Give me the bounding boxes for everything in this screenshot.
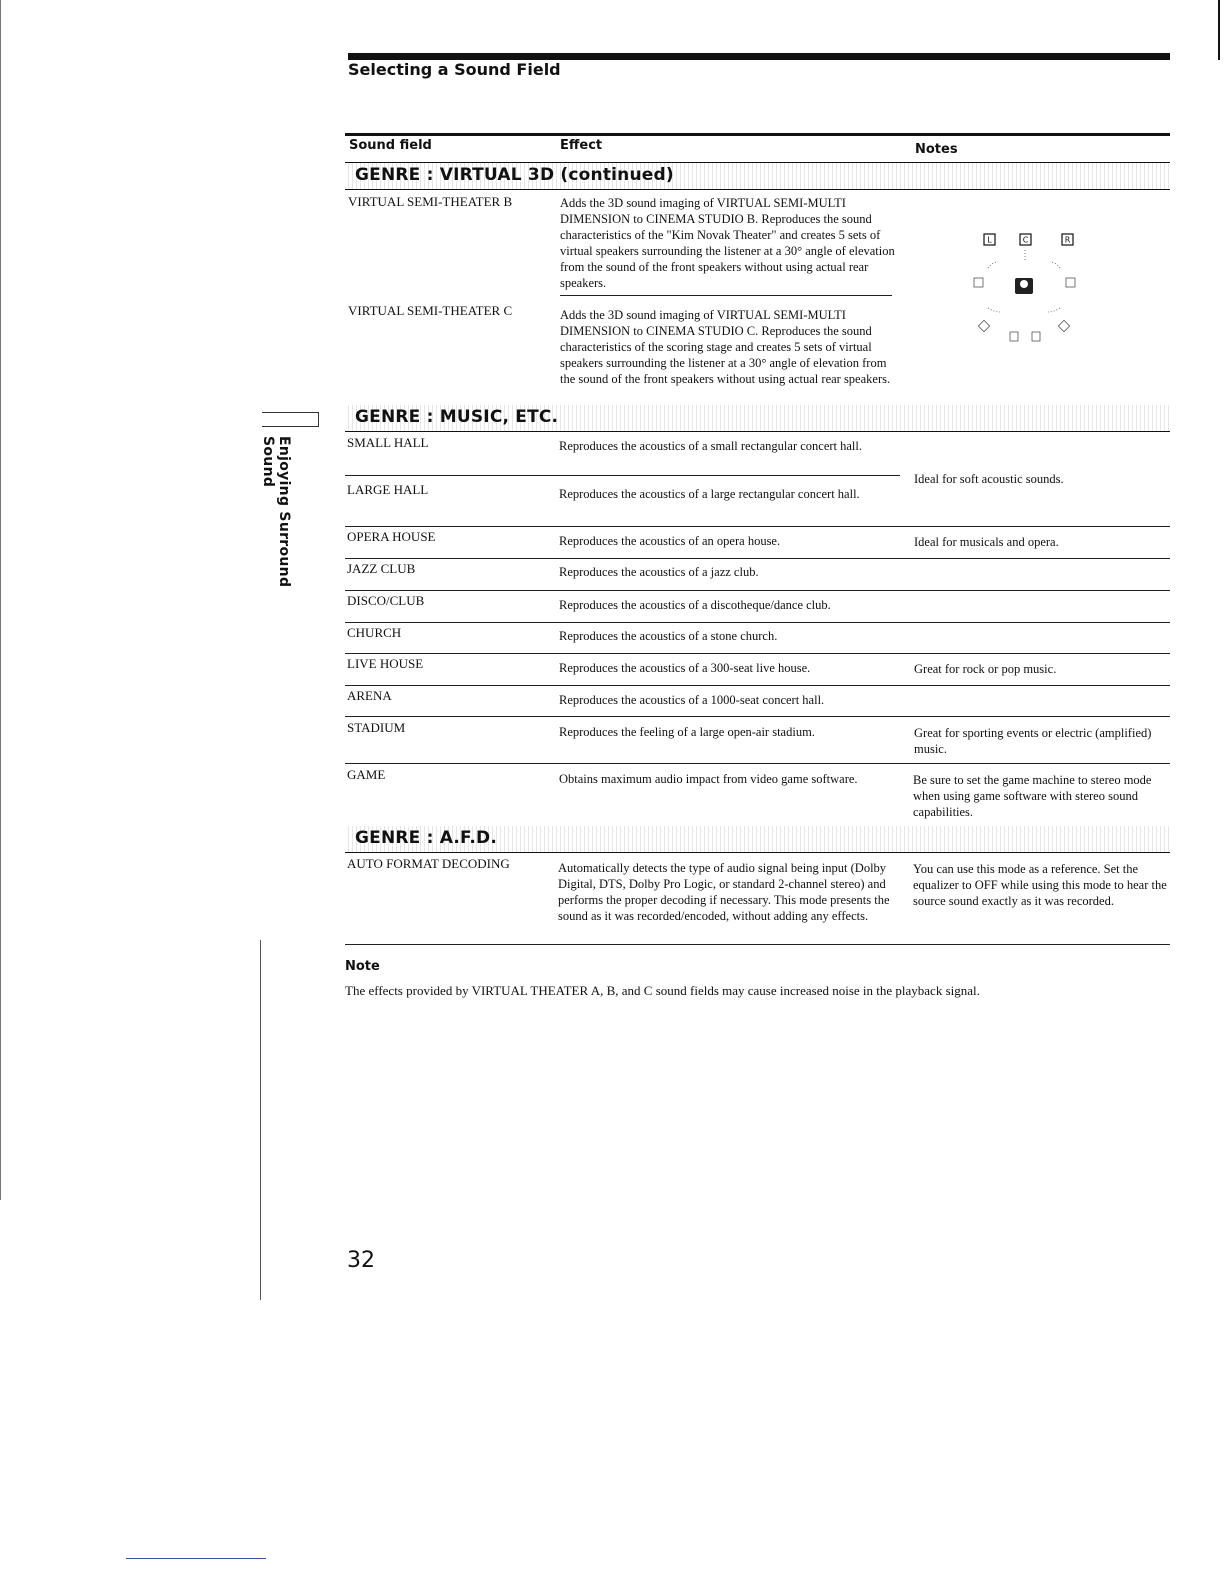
genre-bar-virtual-3d <box>345 163 1170 190</box>
speaker-label-right: R <box>1064 235 1071 245</box>
row-divider <box>345 763 1170 764</box>
note-text: The effects provided by VIRTUAL THEATER A, B, and C sound fields may cause increased noise in the playback signal. <box>345 983 980 998</box>
row-effect-disco-club: Reproduces the acoustics of a discotheque/dance club. <box>559 598 831 612</box>
row-notes-small-hall: Ideal for soft acoustic sounds. <box>914 472 1064 486</box>
row-name-large-hall: LARGE HALL <box>347 482 429 497</box>
row-name-virtual-semi-theater-c: VIRTUAL SEMI-THEATER C <box>348 303 513 318</box>
row-notes-stadium: Great for sporting events or electric (amplified) music. <box>914 726 1152 756</box>
bottom-scan-line <box>126 1558 266 1559</box>
genre-bar-music-etc <box>345 405 1170 432</box>
header-rule <box>348 53 1170 60</box>
genre-label: GENRE : VIRTUAL 3D (continued) <box>355 165 674 185</box>
row-notes-live-house: Great for rock or pop music. <box>914 662 1057 676</box>
speaker-label-center: C <box>1022 235 1029 245</box>
genre-label: GENRE : A.F.D. <box>355 828 498 848</box>
row-effect-opera-house: Reproduces the acoustics of an opera house. <box>559 534 781 548</box>
row-divider <box>345 653 1170 654</box>
row-notes-game: Be sure to set the game machine to stereo mode when using game software with stereo sound capabilities. <box>913 773 1152 819</box>
row-effect-live-house: Reproduces the acoustics of a 300-seat live house. <box>559 661 811 675</box>
row-name-small-hall: SMALL HALL <box>347 435 429 450</box>
note-heading: Note <box>345 959 380 974</box>
margin-line <box>260 940 261 1300</box>
genre-label: GENRE : MUSIC, ETC. <box>355 407 559 427</box>
row-effect-virtual-semi-theater-b: Adds the 3D sound imaging of VIRTUAL SEMI-MULTI DIMENSION to CINEMA STUDIO B. Reproduces the sound characteristics of the "Kim Novak Theater" and creates 5 sets of virtual speakers surrounding the listener at a 30° angle of elevation from the sound of the front speakers without using actual rear speakers. <box>560 196 895 290</box>
row-effect-small-hall: Reproduces the acoustics of a small rectangular concert hall. <box>559 439 863 453</box>
row-divider <box>345 475 900 476</box>
row-name-opera-house: OPERA HOUSE <box>347 529 436 544</box>
row-notes-opera-house: Ideal for musicals and opera. <box>914 535 1059 549</box>
row-name-auto-format-decoding: AUTO FORMAT DECODING <box>347 856 510 871</box>
row-notes-auto-format-decoding: You can use this mode as a reference. Set the equalizer to OFF while using this mode to hear the source sound exactly as it was recorded. <box>913 862 1167 908</box>
row-divider <box>345 526 1170 527</box>
header-sound-field: Sound field <box>349 138 432 153</box>
row-name-virtual-semi-theater-b: VIRTUAL SEMI-THEATER B <box>348 194 513 209</box>
row-name-church: CHURCH <box>347 625 402 640</box>
row-name-arena: ARENA <box>347 688 392 703</box>
row-effect-auto-format-decoding: Automatically detects the type of audio signal being input (Dolby Digital, DTS, Dolby Pro Logic, or standard 2-channel stereo) and performs the proper decoding if necessary. This mode presents the sound as it was recorded/encoded, without adding any effects. <box>558 861 890 923</box>
row-name-live-house: LIVE HOUSE <box>347 656 424 671</box>
row-effect-stadium: Reproduces the feeling of a large open-air stadium. <box>559 725 815 739</box>
scan-edge-line <box>0 0 1 1200</box>
row-effect-virtual-semi-theater-c: Adds the 3D sound imaging of VIRTUAL SEMI-MULTI DIMENSION to CINEMA STUDIO C. Reproduces the sound characteristics of the scoring stage and creates 5 sets of virtual speakers surrounding the listener at a 30° angle of elevation from the sound of the front speakers without using actual rear speakers. <box>560 308 891 386</box>
row-divider <box>345 685 1170 686</box>
row-name-jazz-club: JAZZ CLUB <box>347 561 416 576</box>
row-name-stadium: STADIUM <box>347 720 406 735</box>
row-divider <box>345 558 1170 559</box>
row-effect-jazz-club: Reproduces the acoustics of a jazz club. <box>559 565 759 579</box>
row-divider <box>345 590 1170 591</box>
row-effect-arena: Reproduces the acoustics of a 1000-seat concert hall. <box>559 693 825 707</box>
row-effect-church: Reproduces the acoustics of a stone church. <box>559 629 778 643</box>
header-effect: Effect <box>560 138 603 153</box>
scan-edge-mark <box>1218 0 1220 60</box>
speaker-label-left: L <box>987 235 992 245</box>
row-divider <box>345 716 1170 717</box>
speaker-layout-icon <box>968 228 1080 348</box>
section-heading: Selecting a Sound Field <box>348 60 561 79</box>
table-top-rule <box>345 133 1170 136</box>
page-number: 32 <box>347 1248 375 1273</box>
genre-bar-afd <box>345 826 1170 853</box>
side-tab-label: Enjoying Surround Sound <box>260 436 292 588</box>
row-name-disco-club: DISCO/CLUB <box>347 593 425 608</box>
row-name-game: GAME <box>347 767 386 782</box>
header-notes: Notes <box>915 142 958 157</box>
row-divider <box>345 622 1170 623</box>
row-effect-game: Obtains maximum audio impact from video game software. <box>559 772 858 786</box>
row-divider <box>560 295 892 296</box>
side-tab-marker <box>262 412 319 427</box>
row-effect-large-hall: Reproduces the acoustics of a large rectangular concert hall. <box>559 487 860 501</box>
table-bottom-rule <box>345 944 1170 945</box>
